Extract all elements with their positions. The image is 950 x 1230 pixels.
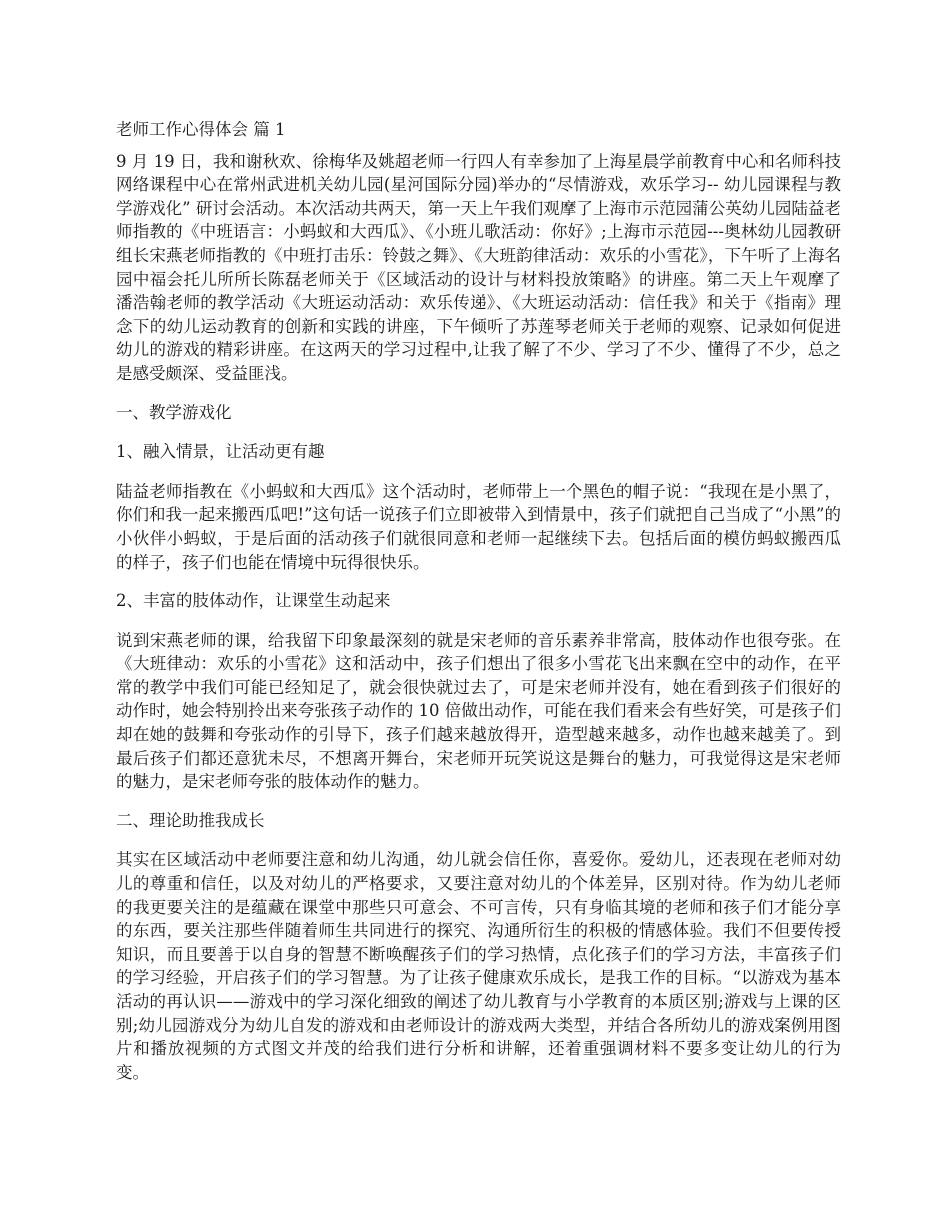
- subheading-scenario: 1、融入情景，让活动更有趣: [116, 442, 325, 462]
- section-heading-theory: 二、理论助推我成长: [116, 810, 265, 830]
- scenario-paragraph: 陆益老师指教在《小蚂蚁和大西瓜》这个活动时，老师带上一个黑色的帽子说：“我现在是小黑了，你们和我一起来搬西瓜吧!”这句话一说孩子们立即被带入到情景中，孩子们就把自己当成了“小黑”的小伙伴小蚂蚁，于是后面的活动孩子们就很同意和老师一起继续下去。包括后面的模仿蚂蚁搬西瓜的样子，孩子们也能在情境中玩得很快乐。: [116, 481, 841, 572]
- document-page: [116, 118, 841, 1099]
- subheading-body-movement: 2、丰富的肢体动作，让课堂生动起来: [116, 591, 391, 611]
- body-movement-paragraph: 说到宋燕老师的课，给我留下印象最深刻的就是宋老师的音乐素养非常高，肢体动作也很夸张。在《大班律动：欢乐的小雪花》这和活动中，孩子们想出了很多小雪花飞出来飘在空中的动作，在平常的教学中我们可能已经知足了，就会很快就过去了，可是宋老师并没有，她在看到孩子们很好的动作时，她会特别拎出来夸张孩子动作的 10 倍做出动作，可能在我们看来会有些好笑，可是孩子们却在她的鼓舞和夸张动作的引导下，孩子们越来越放得开，造型越来越多，动作也越来越美了。到最后孩子们都还意犹未尽，不想离开舞台，宋老师开玩笑说这是舞台的魅力，可我觉得这是宋老师的魅力，是宋老师夸张的肢体动作的魅力。: [116, 630, 841, 792]
- intro-paragraph: 9 月 19 日，我和谢秋欢、徐梅华及姚超老师一行四人有幸参加了上海星晨学前教育中心和名师科技网络课程中心在常州武进机关幼儿园(星河国际分园)举办的“尽情游戏，欢乐学习-- 幼儿园课程与教学游戏化” 研讨会活动。本次活动共两天，第一天上午我们观摩了上海市示范园蒲公英幼儿园陆益老师指教的《中班语言：小蚂蚁和大西瓜》、《小班儿歌活动：你好》;上海市示范园---奥林幼儿园教研组长宋燕老师指教的《中班打击乐：铃鼓之舞》、《大班韵律活动：欢乐的小雪花》，下午听了上海名园中福会托儿所所长陈磊老师关于《区域活动的设计与材料投放策略》的讲座。第二天上午观摩了潘浩翰老师的教学活动《大班运动活动：欢乐传递》、《大班运动活动：信任我》和关于《指南》理念下的幼儿运动教育的创新和实践的讲座，下午倾听了苏莲琴老师关于老师的观察、记录如何促进幼儿的游戏的精彩讲座。在这两天的学习过程中,让我了解了不少、学习了不少、懂得了不少，总之是感受颇深、受益匪浅。: [116, 151, 841, 383]
- theory-paragraph: 其实在区域活动中老师要注意和幼儿沟通，幼儿就会信任你，喜爱你。爱幼儿，还表现在老师对幼儿的尊重和信任，以及对幼儿的严格要求，又要注意对幼儿的个体差异，区别对待。作为幼儿老师的我更要关注的是蕴藏在课堂中那些只可意会、不可言传，只有身临其境的老师和孩子们才能分享的东西，要关注那些伴随着师生共同进行的探究、沟通所衍生的积极的情感体验。我们不但要传授知识，而且要善于以自身的智慧不断唤醒孩子们的学习热情，点化孩子们的学习方法，丰富孩子们的学习经验，开启孩子们的学习智慧。为了让孩子健康欢乐成长，是我工作的目标。“以游戏为基本活动的再认识——游戏中的学习深化细致的阐述了幼儿教育与小学教育的本质区别;游戏与上课的区别;幼儿园游戏分为幼儿自发的游戏和由老师设计的游戏两大类型，并结合各所幼儿的游戏案例用图片和播放视频的方式图文并茂的给我们进行分析和讲解，还着重强调材料不要多变让幼儿的行为变。: [116, 850, 841, 1082]
- document-title: 老师工作心得体会 篇 1: [116, 120, 286, 139]
- section-heading-teaching-gamification: 一、教学游戏化: [116, 402, 232, 422]
